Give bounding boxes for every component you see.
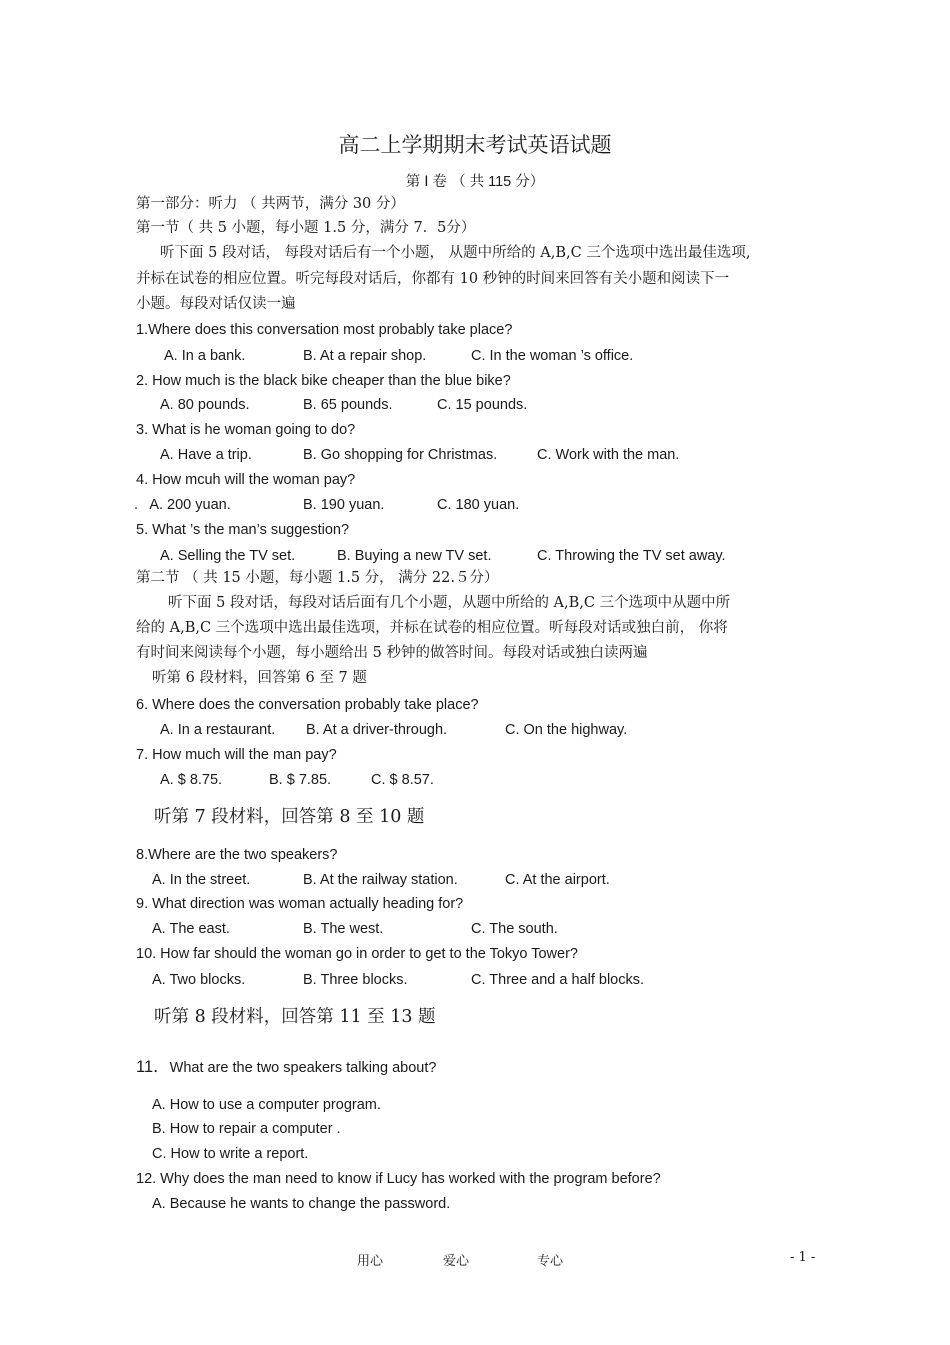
q5-option-b: B. Buying a new TV set. [337, 548, 492, 564]
question-11 [136, 1058, 436, 1077]
footer-word-2: 爱心 [443, 1254, 470, 1269]
material-6-header: 听第 6 段材料，回答第 6 至 7 题 [152, 670, 367, 686]
question-9: 9. What direction was woman actually heading for? [136, 896, 464, 912]
q10-option-a: A. Two blocks. [152, 972, 246, 988]
question-7: 7. How much will the man pay? [136, 747, 337, 763]
question-12: 12. Why does the man need to know if Lucy has worked with the program before? [136, 1171, 661, 1187]
material-8-header: 听第 8 段材料，回答第 11 至 13 题 [154, 1007, 436, 1027]
question-6: 6. Where does the conversation probably take place? [136, 697, 479, 713]
q4-option-c: C. 180 yuan. [437, 497, 520, 513]
q5-option-a: A. Selling the TV set. [160, 548, 296, 564]
q6-option-a: A. In a restaurant. [160, 722, 276, 738]
q2-option-b: B. 65 pounds. [303, 397, 393, 413]
page-number: - 1 - [790, 1250, 816, 1265]
section1-instruction-line3: 小题。每段对话仅读一遍 [136, 296, 296, 312]
question-10: 10. How far should the woman go in order to get to the Tokyo Tower? [136, 946, 578, 962]
q8-option-a: A. In the street. [152, 872, 251, 888]
q2-option-c: C. 15 pounds. [437, 397, 528, 413]
section1-instruction-line1: 听下面 5 段对话， 每段对话后有一个小题， 从题中所给的 A,B,C 三个选项中选出最佳选项, [160, 245, 751, 261]
footer-word-3: 专心 [537, 1254, 564, 1269]
question-2: 2. How much is the black bike cheaper than the blue bike? [136, 373, 511, 389]
q7-option-c: C. $ 8.57. [371, 772, 434, 788]
question-5: 5. What ’s the man’s suggestion? [136, 522, 350, 538]
page-title: 高二上学期期末考试英语试题 [338, 133, 612, 157]
q9-option-b: B. The west. [303, 921, 384, 937]
q10-option-c: C. Three and a half blocks. [471, 972, 645, 988]
q4-option-b: B. 190 yuan. [303, 497, 385, 513]
q7-option-a: A. $ 8.75. [160, 772, 223, 788]
section1-header: 第一节（ 共 5 小题，每小题 1.5 分，满分 7．5分） [136, 220, 476, 236]
material-7-header: 听第 7 段材料，回答第 8 至 10 题 [154, 807, 425, 827]
footer-word-1: 用心 [357, 1254, 384, 1269]
question-11-text: What are the two speakers talking about? [169, 1060, 437, 1076]
question-11-number: 11． [136, 1058, 170, 1076]
part1-header: 第一部分：听力 （ 共两节，满分 30 分） [136, 196, 405, 212]
q1-option-b: B. At a repair shop. [303, 348, 427, 364]
q6-option-c: C. On the highway. [505, 722, 628, 738]
q5-option-c: C. Throwing the TV set away. [537, 548, 726, 564]
q3-option-c: C. Work with the man. [537, 447, 680, 463]
section1-instruction-line2: 并标在试卷的相应位置。听完每段对话后，你都有 10 秒钟的时间来回答有关小题和阅读下一 [136, 271, 730, 287]
section2-instruction-line3: 有时间来阅读每个小题，每小题给出 5 秒钟的做答时间。每段对话或独白读两遍 [136, 645, 648, 661]
q10-option-b: B. Three blocks. [303, 972, 408, 988]
section2-instruction-line1: 听下面 5 段对话，每段对话后面有几个小题，从题中所给的 A,B,C 三个选项中从题中所 [168, 595, 731, 611]
q2-option-a: A. 80 pounds. [160, 397, 250, 413]
q12-option-a: A. Because he wants to change the password. [152, 1196, 451, 1212]
q9-option-c: C. The south. [471, 921, 558, 937]
question-4: 4. How mcuh will the woman pay? [136, 472, 356, 488]
q8-option-b: B. At the railway station. [303, 872, 458, 888]
volume-header: 第 Ⅰ 卷 （ 共 115 分） [405, 174, 545, 190]
q3-option-a: A. Have a trip. [160, 447, 252, 463]
question-3: 3. What is he woman going to do? [136, 422, 356, 438]
question-1: 1.Where does this conversation most probably take place? [136, 322, 513, 338]
q8-option-c: C. At the airport. [505, 872, 610, 888]
q11-option-a: A. How to use a computer program. [152, 1097, 381, 1113]
q11-option-b: B. How to repair a computer . [152, 1121, 341, 1137]
q1-option-c: C. In the woman ’s office. [471, 348, 634, 364]
section2-instruction-line2: 给的 A,B,C 三个选项中选出最佳选项，并标在试卷的相应位置。听每段对话或独白前， 你将 [136, 620, 728, 636]
q1-option-a: A. In a bank. [164, 348, 246, 364]
section2-header: 第二节 （ 共 15 小题，每小题 1.5 分， 满分 22.５分） [136, 570, 499, 586]
q6-option-b: B. At a driver-through. [306, 722, 448, 738]
q11-option-c: C. How to write a report. [152, 1146, 309, 1162]
q7-option-b: B. $ 7.85. [269, 772, 332, 788]
q9-option-a: A. The east. [152, 921, 230, 937]
question-8: 8.Where are the two speakers? [136, 847, 338, 863]
q3-option-b: B. Go shopping for Christmas. [303, 447, 498, 463]
q4-option-a: . A. 200 yuan. [134, 497, 231, 513]
